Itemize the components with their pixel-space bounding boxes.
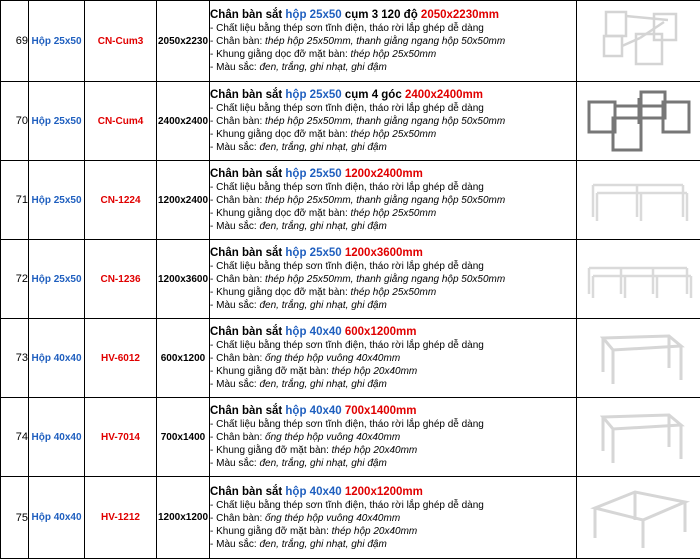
color-line bbox=[210, 220, 576, 233]
color-line bbox=[210, 61, 576, 74]
leg-value: thép hộp 25x50mm, thanh giằng ngang hộp 50x50mm bbox=[265, 195, 506, 206]
color-line bbox=[210, 378, 576, 391]
title-mid: cụm 4 góc bbox=[341, 89, 405, 101]
frame-value: thép hộp 25x50mm bbox=[350, 287, 437, 298]
size-cell: Hộp 40x40 bbox=[29, 319, 85, 398]
frame-value: thép hộp 25x50mm bbox=[350, 49, 437, 60]
color-label: - Màu sắc: bbox=[210, 300, 260, 311]
frame-label: - Khung giằng dọc đỡ mặt bàn: bbox=[210, 208, 351, 219]
frame-value: thép hộp 25x50mm bbox=[350, 208, 437, 219]
color-label: - Màu sắc: bbox=[210, 379, 260, 390]
leg-line bbox=[210, 352, 576, 365]
leg-label: - Chân bàn: bbox=[210, 116, 266, 127]
color-value: đen, trắng, ghi nhạt, ghi đậm bbox=[259, 538, 387, 550]
image-cell bbox=[577, 477, 700, 559]
leg-value: thép hộp 25x50mm, thanh giằng ngang hộp 50x50mm bbox=[265, 116, 506, 127]
title-dim: 700x1400mm bbox=[344, 405, 417, 417]
color-line bbox=[210, 538, 576, 551]
leg-line bbox=[210, 273, 576, 286]
title-dim: 1200x2400mm bbox=[344, 168, 423, 180]
dimension-cell: 700x1400 bbox=[157, 398, 210, 477]
description-cell bbox=[210, 1, 577, 82]
table-row bbox=[1, 161, 700, 240]
table-row bbox=[1, 477, 700, 559]
title-size: hộp 40x40 bbox=[285, 405, 342, 417]
title-size: hộp 25x50 bbox=[285, 168, 342, 180]
title-size: hộp 25x50 bbox=[285, 247, 342, 259]
color-value: đen, trắng, ghi nhạt, ghi đậm bbox=[259, 300, 387, 311]
leg-label: - Chân bàn: bbox=[210, 36, 266, 47]
code-cell: CN-1224 bbox=[85, 161, 157, 240]
table-row bbox=[1, 240, 700, 319]
row-number: 69 bbox=[1, 1, 29, 82]
product-title bbox=[210, 485, 576, 499]
image-cell bbox=[577, 161, 700, 240]
image-cell bbox=[577, 319, 700, 398]
material-line: - Chất liệu bằng thép sơn tĩnh điện, tháo rời lắp ghép dễ dàng bbox=[210, 182, 484, 193]
leg-value: ống thép hộp vuông 40x40mm bbox=[265, 432, 401, 443]
image-cell bbox=[577, 82, 700, 161]
row-number: 74 bbox=[1, 398, 29, 477]
material-line: - Chất liệu bằng thép sơn tĩnh điện, tháo rời lắp ghép dễ dàng bbox=[210, 419, 484, 430]
title-prefix: Chân bàn sắt bbox=[210, 247, 286, 259]
product-title bbox=[210, 8, 576, 22]
leg-label: - Chân bàn: bbox=[210, 195, 266, 206]
leg-label: - Chân bàn: bbox=[210, 432, 266, 443]
title-mid: cụm 3 120 độ bbox=[341, 9, 421, 21]
description-cell bbox=[210, 477, 577, 559]
color-value: đen, trắng, ghi nhạt, ghi đậm bbox=[259, 62, 387, 73]
color-value: đen, trắng, ghi nhạt, ghi đậm bbox=[259, 142, 387, 153]
table-row bbox=[1, 398, 700, 477]
frame-label: - Khung giằng dọc đỡ mặt bàn: bbox=[210, 49, 351, 60]
title-size: hộp 25x50 bbox=[285, 89, 342, 101]
material-line: - Chất liệu bằng thép sơn tĩnh điện, tháo rời lắp ghép dễ dàng bbox=[210, 499, 484, 511]
title-prefix: Chân bàn sắt bbox=[210, 9, 286, 21]
description-cell bbox=[210, 82, 577, 161]
table-row bbox=[1, 1, 700, 82]
color-value: đen, trắng, ghi nhạt, ghi đậm bbox=[259, 221, 387, 232]
row-number: 73 bbox=[1, 319, 29, 398]
double-frame-icon bbox=[583, 175, 695, 225]
triple-frame-icon bbox=[583, 254, 695, 304]
description-cell bbox=[210, 240, 577, 319]
color-value: đen, trắng, ghi nhạt, ghi đậm bbox=[259, 458, 387, 469]
dimension-cell: 1200x1200 bbox=[157, 477, 210, 559]
dimension-cell: 1200x2400 bbox=[157, 161, 210, 240]
title-size: hộp 25x50 bbox=[285, 9, 342, 21]
frame-line bbox=[210, 48, 576, 61]
leg-line bbox=[210, 431, 576, 444]
leg-label: - Chân bàn: bbox=[210, 353, 266, 364]
title-size: hộp 40x40 bbox=[285, 326, 342, 338]
product-title bbox=[210, 88, 576, 102]
leg-label: - Chân bàn: bbox=[210, 512, 266, 524]
code-cell: CN-1236 bbox=[85, 240, 157, 319]
frame-label: - Khung giằng dọc đỡ mặt bàn: bbox=[210, 129, 351, 140]
title-prefix: Chân bàn sắt bbox=[210, 326, 286, 338]
leg-value: ống thép hộp vuông 40x40mm bbox=[265, 353, 401, 364]
description-cell bbox=[210, 161, 577, 240]
size-cell: Hộp 25x50 bbox=[29, 240, 85, 319]
code-cell: HV-6012 bbox=[85, 319, 157, 398]
row-number: 75 bbox=[1, 477, 29, 559]
color-line bbox=[210, 141, 576, 154]
frame-label: - Khung giằng đỡ mặt bàn: bbox=[210, 366, 332, 377]
frame-line bbox=[210, 207, 576, 220]
leg-line bbox=[210, 194, 576, 207]
material-line: - Chất liệu bằng thép sơn tĩnh điện, tháo rời lắp ghép dễ dàng bbox=[210, 340, 484, 351]
product-title bbox=[210, 167, 576, 181]
material-line: - Chất liệu bằng thép sơn tĩnh điện, tháo rời lắp ghép dễ dàng bbox=[210, 103, 484, 114]
product-title bbox=[210, 404, 576, 418]
title-prefix: Chân bàn sắt bbox=[210, 168, 286, 180]
image-cell bbox=[577, 1, 700, 82]
title-size: hộp 40x40 bbox=[285, 485, 342, 498]
product-title bbox=[210, 246, 576, 260]
table-frame-icon bbox=[589, 328, 689, 388]
frame-line bbox=[210, 525, 576, 538]
dimension-cell: 2400x2400 bbox=[157, 82, 210, 161]
color-label: - Màu sắc: bbox=[210, 221, 260, 232]
frame-label: - Khung giằng dọc đỡ mặt bàn: bbox=[210, 287, 351, 298]
color-label: - Màu sắc: bbox=[210, 458, 260, 469]
code-cell: HV-7014 bbox=[85, 398, 157, 477]
frame-label: - Khung giằng đỡ mặt bàn: bbox=[210, 445, 332, 456]
leg-line bbox=[210, 35, 576, 48]
title-dim: 1200x1200mm bbox=[344, 485, 423, 498]
title-prefix: Chân bàn sắt bbox=[210, 405, 286, 417]
row-number: 71 bbox=[1, 161, 29, 240]
row-number: 72 bbox=[1, 240, 29, 319]
material-line: - Chất liệu bằng thép sơn tĩnh điện, tháo rời lắp ghép dễ dàng bbox=[210, 23, 484, 34]
leg-value: ống thép hộp vuông 40x40mm bbox=[265, 512, 401, 524]
leg-label: - Chân bàn: bbox=[210, 274, 266, 285]
size-cell: Hộp 25x50 bbox=[29, 82, 85, 161]
size-cell: Hộp 40x40 bbox=[29, 398, 85, 477]
color-label: - Màu sắc: bbox=[210, 62, 260, 73]
color-line bbox=[210, 299, 576, 312]
frame-line bbox=[210, 365, 576, 378]
color-value: đen, trắng, ghi nhạt, ghi đậm bbox=[259, 379, 387, 390]
table-row bbox=[1, 82, 700, 161]
color-label: - Màu sắc: bbox=[210, 538, 260, 550]
frame-value: thép hộp 20x40mm bbox=[331, 366, 418, 377]
title-dim: 2050x2230mm bbox=[420, 9, 499, 21]
table-frame-icon bbox=[589, 407, 689, 467]
title-dim: 2400x2400mm bbox=[404, 89, 483, 101]
material-line: - Chất liệu bằng thép sơn tĩnh điện, tháo rời lắp ghép dễ dàng bbox=[210, 261, 484, 272]
cluster-3-frame-icon bbox=[584, 6, 694, 76]
title-prefix: Chân bàn sắt bbox=[210, 485, 286, 498]
cluster-4-frame-icon bbox=[583, 88, 695, 154]
leg-value: thép hộp 25x50mm, thanh giằng ngang hộp 50x50mm bbox=[265, 274, 506, 285]
description-cell bbox=[210, 398, 577, 477]
image-cell bbox=[577, 398, 700, 477]
leg-line bbox=[210, 115, 576, 128]
color-line bbox=[210, 457, 576, 470]
code-cell: CN-Cum3 bbox=[85, 1, 157, 82]
code-cell: CN-Cum4 bbox=[85, 82, 157, 161]
frame-line bbox=[210, 286, 576, 299]
image-cell bbox=[577, 240, 700, 319]
dimension-cell: 2050x2230 bbox=[157, 1, 210, 82]
square-table-frame-icon bbox=[587, 486, 691, 550]
dimension-cell: 1200x3600 bbox=[157, 240, 210, 319]
row-number: 70 bbox=[1, 82, 29, 161]
leg-line bbox=[210, 512, 576, 525]
code-cell: HV-1212 bbox=[85, 477, 157, 559]
color-label: - Màu sắc: bbox=[210, 142, 260, 153]
title-dim: 1200x3600mm bbox=[344, 247, 423, 259]
frame-label: - Khung giằng đỡ mặt bàn: bbox=[210, 525, 332, 537]
table-row bbox=[1, 319, 700, 398]
frame-line bbox=[210, 128, 576, 141]
frame-line bbox=[210, 444, 576, 457]
size-cell: Hộp 25x50 bbox=[29, 161, 85, 240]
size-cell: Hộp 40x40 bbox=[29, 477, 85, 559]
title-dim: 600x1200mm bbox=[344, 326, 417, 338]
frame-value: thép hộp 25x50mm bbox=[350, 129, 437, 140]
frame-value: thép hộp 20x40mm bbox=[331, 445, 418, 456]
dimension-cell: 600x1200 bbox=[157, 319, 210, 398]
title-prefix: Chân bàn sắt bbox=[210, 89, 286, 101]
size-cell: Hộp 25x50 bbox=[29, 1, 85, 82]
description-cell bbox=[210, 319, 577, 398]
product-title bbox=[210, 325, 576, 339]
leg-value: thép hộp 25x50mm, thanh giằng ngang hộp 50x50mm bbox=[265, 36, 506, 47]
frame-value: thép hộp 20x40mm bbox=[331, 525, 418, 537]
